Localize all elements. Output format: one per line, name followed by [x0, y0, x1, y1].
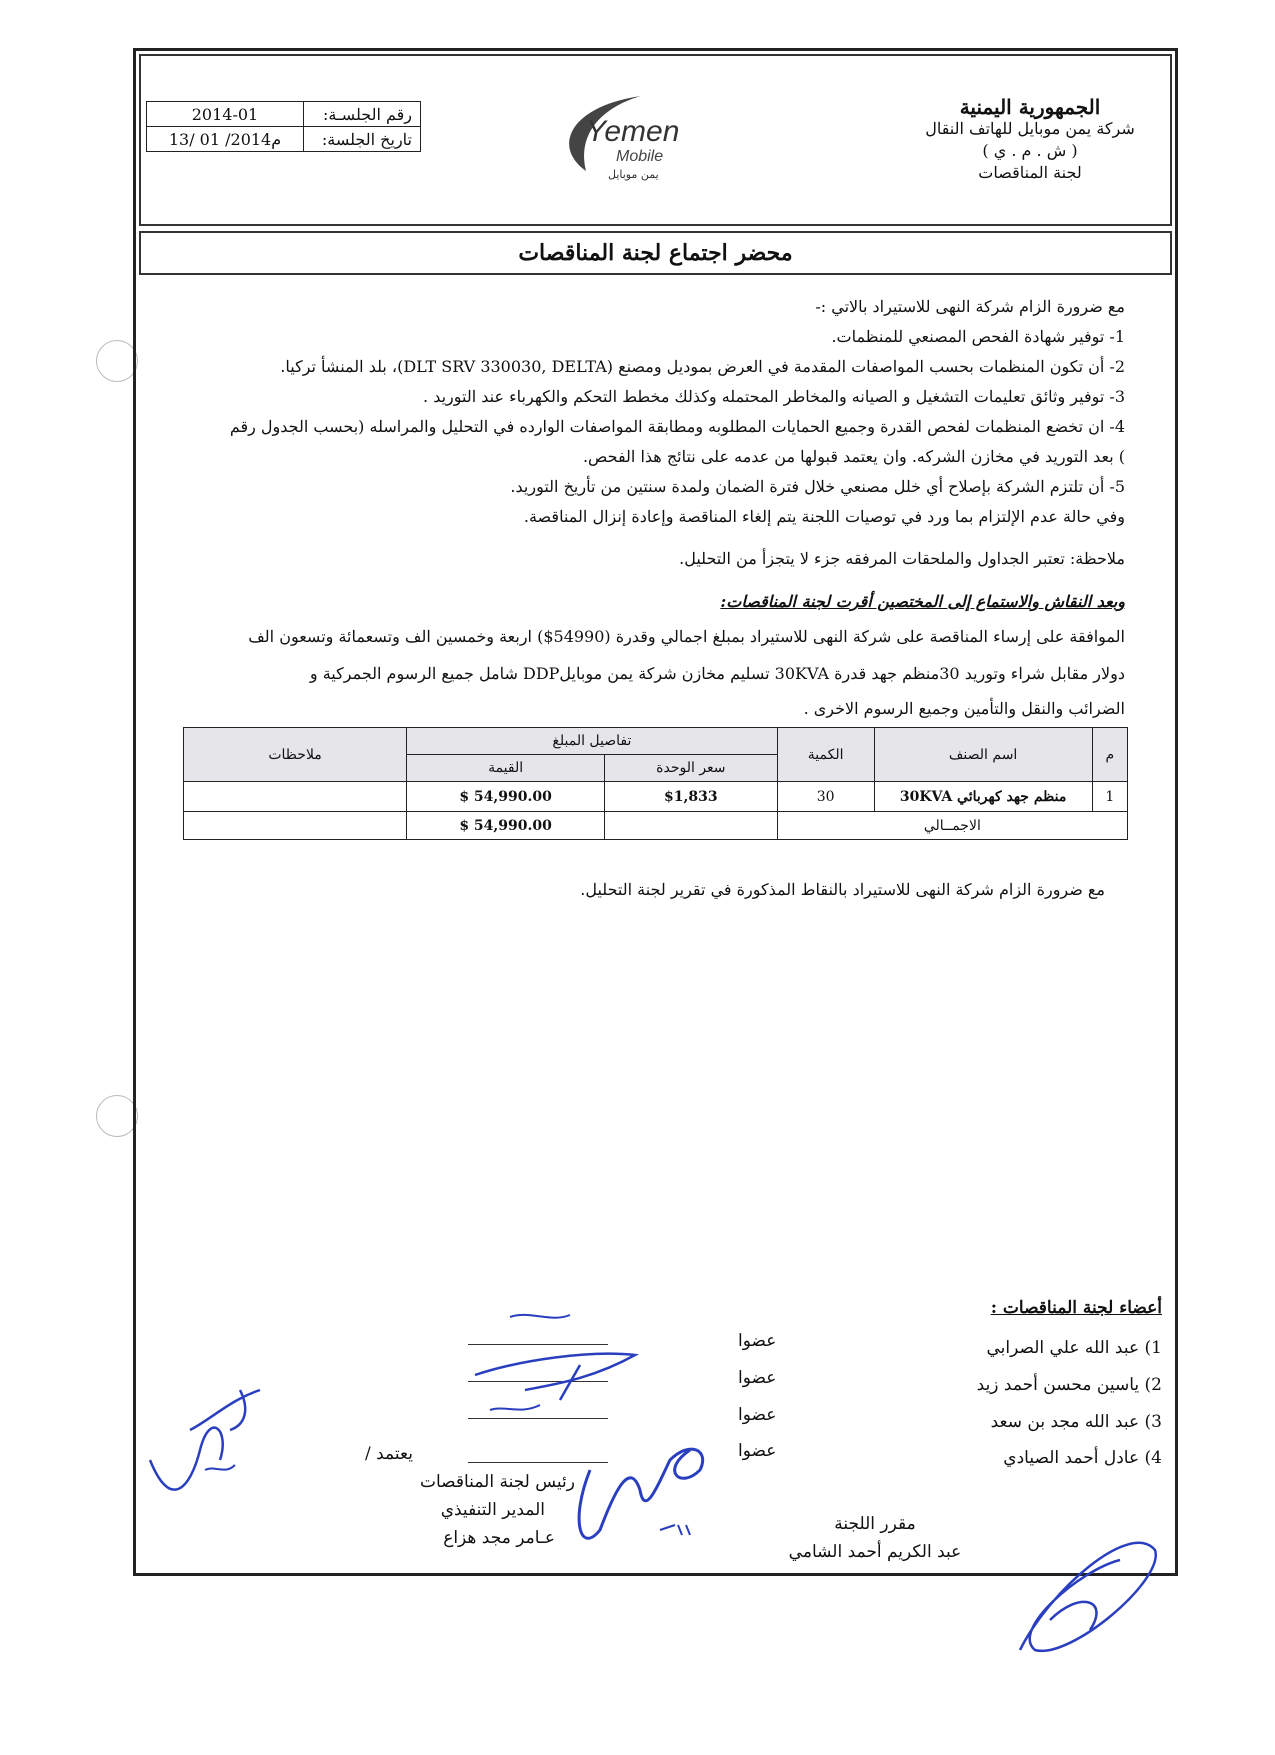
member-role-2: عضوا: [738, 1368, 777, 1388]
member-4-signature: [560, 1430, 740, 1560]
row-value: $ 54,990.00: [407, 782, 605, 812]
punch-hole: [96, 1095, 138, 1137]
organization-header: [915, 96, 1145, 184]
company-abbr: ( ش . م . ي ): [982, 141, 1078, 160]
member-1: 1) عبد الله علي الصرابي: [986, 1338, 1162, 1358]
row-qty: 30: [777, 782, 874, 812]
total-row: [184, 812, 1128, 840]
col-header-item: اسم الصنف: [874, 728, 1092, 782]
svg-text:Mobile: Mobile: [616, 148, 664, 165]
session-date-value: 13/ 01 /2014م: [147, 127, 304, 152]
decision-line-2: دولار مقابل شراء وتوريد 30منظم جهد قدرة 30KVA تسليم مخازن شركة يمن موبايلDDP شامل جميع الرسوم الجمركية و: [309, 664, 1125, 683]
chairman-signature: [130, 1370, 290, 1530]
approval-name: عـامر مجد هزاع: [443, 1528, 555, 1548]
session-info-table: [146, 101, 421, 152]
session-number-label: رقم الجلسـة:: [304, 102, 421, 127]
row-notes: [184, 782, 407, 812]
intro-text: مع ضرورة الزام شركة النهى للاستيراد بالاتي :-: [815, 297, 1125, 316]
non-compliance-note: وفي حالة عدم الإلتزام بما ورد في توصيات اللجنة يتم إلغاء المناقصة وإعادة إنزال المناقصة.: [523, 507, 1125, 526]
member-role-4: عضوا: [738, 1441, 777, 1461]
member-role-3: عضوا: [738, 1405, 777, 1425]
session-date-label: تاريخ الجلسة:: [304, 127, 421, 152]
committee-name: لجنة المناقصات: [978, 163, 1082, 182]
yemen-mobile-logo: [546, 86, 696, 196]
closing-block: [135, 880, 1125, 910]
total-label: الاجمــالي: [777, 812, 1127, 840]
members-title: أعضاء لجنة المناقصات :: [990, 1298, 1162, 1318]
row-index: 1: [1092, 782, 1127, 812]
decision-heading: وبعد النقاش والاستماع إلى المختصين أقرت لجنة المناقصات:: [720, 592, 1125, 611]
punch-hole: [96, 340, 138, 382]
award-table: [183, 727, 1128, 840]
letterhead: [139, 54, 1172, 226]
member-2: 2) ياسين محسن أحمد زيد: [976, 1375, 1162, 1395]
approval-title-2: المدير التنفيذي: [440, 1500, 545, 1520]
col-header-unit-price: سعر الوحدة: [605, 755, 778, 782]
decision-line-3: الضرائب والنقل والتأمين وجميع الرسوم الاخرى .: [803, 699, 1125, 718]
condition-4-cont: ) بعد التوريد في مخازن الشركه. وان يعتمد قبولها من عدمه على نتائج هذا الفحص.: [582, 447, 1125, 466]
col-header-qty: الكمية: [777, 728, 874, 782]
approval-block: [355, 1440, 575, 1552]
col-header-value: القيمة: [407, 755, 605, 782]
secretary-block: [775, 1510, 975, 1566]
condition-5: 5- أن تلتزم الشركة بإصلاح أي خلل مصنعي خلال فترة الضمان ولمدة سنتين من تأريخ التوريد.: [510, 477, 1125, 496]
approval-title-1: رئيس لجنة المناقصات: [419, 1472, 575, 1492]
committee-members: [762, 1298, 1162, 1468]
closing-text: مع ضرورة الزام شركة النهى للاستيراد بالنقاط المذكورة في تقرير لجنة التحليل.: [580, 880, 1105, 899]
minutes-body: [135, 297, 1125, 737]
secretary-name: عبد الكريم أحمد الشامي: [788, 1542, 962, 1562]
secretary-title: مقرر اللجنة: [834, 1514, 916, 1534]
svg-text:يمن موبايل: يمن موبايل: [608, 168, 659, 181]
attachments-note: ملاحظة: تعتبر الجداول والملحقات المرفقه جزء لا يتجزأ من التحليل.: [679, 549, 1125, 568]
total-empty-cell: [605, 812, 778, 840]
member-4: 4) عادل أحمد الصيادي: [1003, 1448, 1162, 1468]
session-number-value: 2014-01: [147, 102, 304, 127]
col-header-index: م: [1092, 728, 1127, 782]
condition-3: 3- توفير وثائق تعليمات التشغيل و الصيانه والمخاطر المحتمله وكذلك مخطط التحكم والكهرباء عند التوريد .: [423, 387, 1125, 406]
approval-label: يعتمد /: [365, 1444, 413, 1464]
member-signatures: [470, 1305, 650, 1435]
condition-4: 4- ان تخضع المنظمات لفحص القدرة وجميع الحمايات المطلوبه ومطابقة المواصفات الوارده في التحليل والمراسله (بحسب الجدول رقم: [229, 417, 1125, 436]
table-row: [184, 782, 1128, 812]
total-value: $ 54,990.00: [407, 812, 605, 840]
republic-name: الجمهورية اليمنية: [959, 95, 1101, 119]
condition-1: 1- توفير شهادة الفحص المصنعي للمنظمات.: [831, 327, 1125, 346]
member-3: 3) عبد الله مجد بن سعد: [990, 1412, 1162, 1432]
document-title: محضر اجتماع لجنة المناقصات: [139, 231, 1172, 275]
row-item: منظم جهد كهربائي 30KVA: [874, 782, 1092, 812]
row-unit-price: $1,833: [605, 782, 778, 812]
member-role-1: عضوا: [738, 1331, 777, 1351]
svg-text:Yemen: Yemen: [586, 115, 680, 148]
col-header-notes: ملاحظات: [184, 728, 407, 782]
col-header-amount-details: تفاصيل المبلغ: [407, 728, 778, 755]
condition-2: 2- أن تكون المنظمات بحسب المواصفات المقدمة في العرض بموديل ومصنع (DLT SRV 330030, DELTA)، بلد المنشأ تركيا.: [280, 357, 1125, 376]
decision-line-1: الموافقة على إرساء المناقصة على شركة النهى للاستيراد بمبلغ اجمالي وقدرة (54990$) اربعة وخمسين الف وتسعمائة وتسعون الف: [248, 627, 1125, 646]
total-notes-cell: [184, 812, 407, 840]
company-name: شركة يمن موبايل للهاتف النقال: [925, 119, 1135, 138]
secretary-signature: [990, 1510, 1170, 1670]
